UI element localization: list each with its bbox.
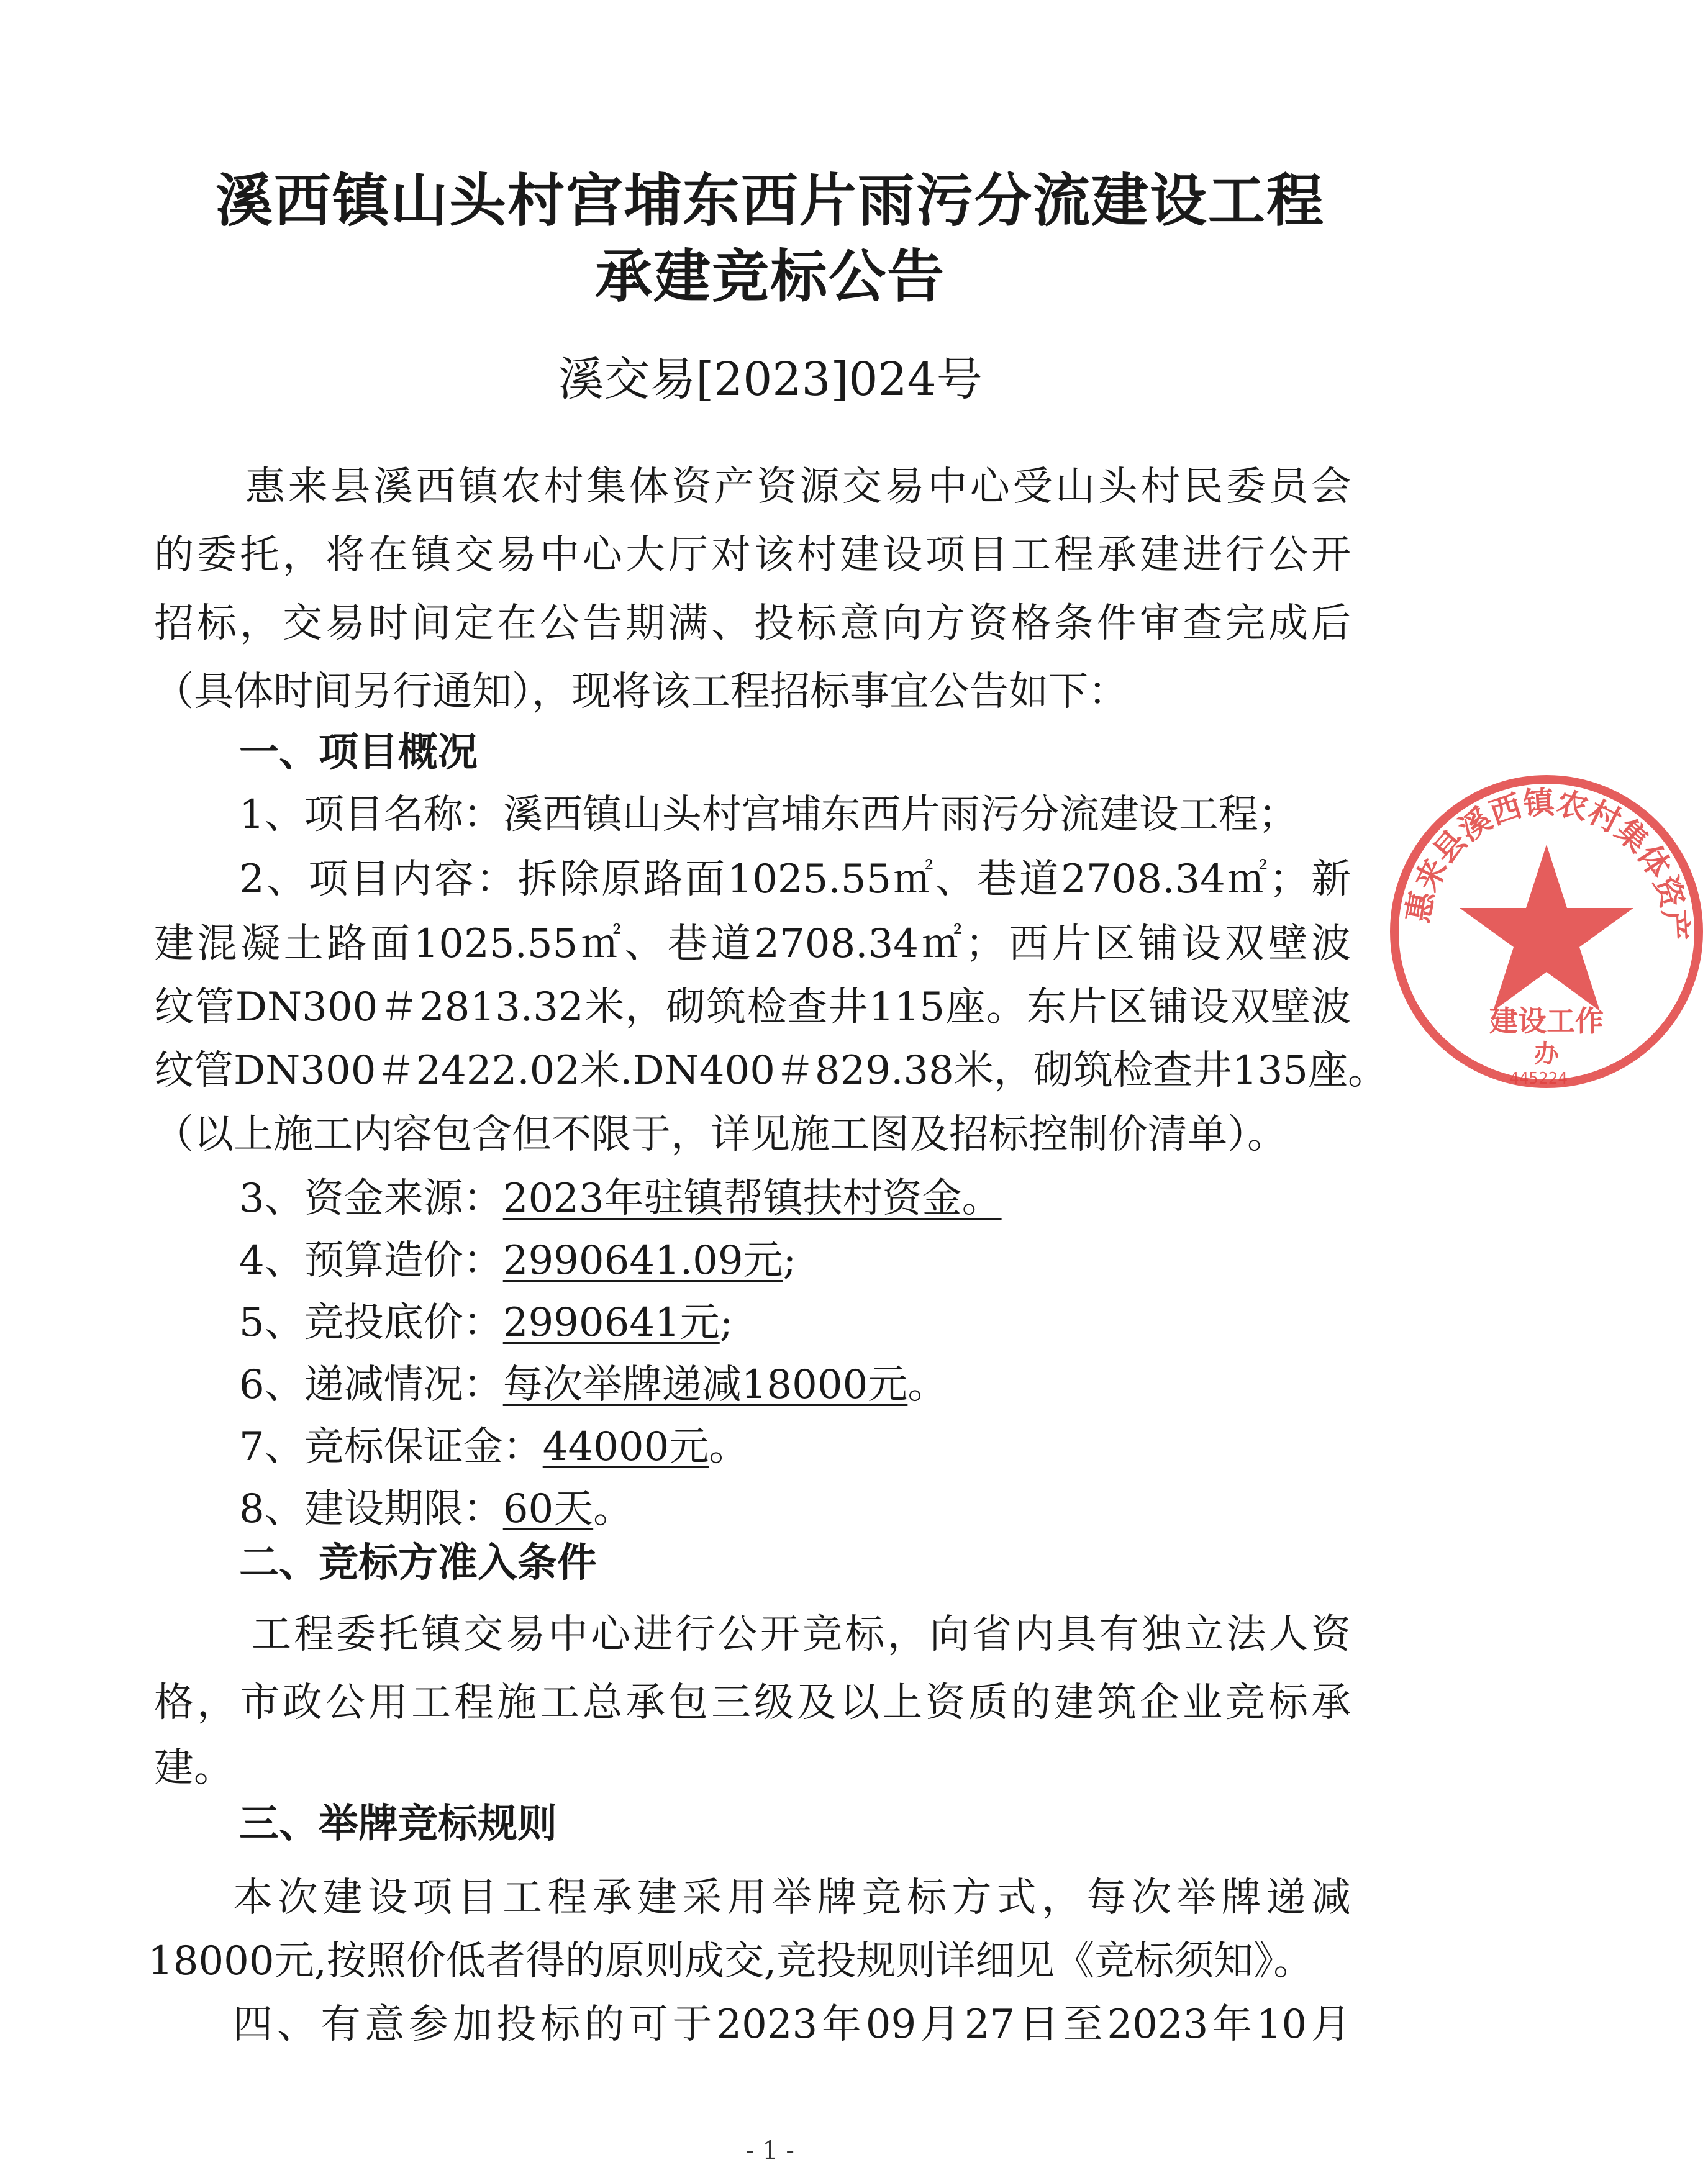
title-line-2: 承建竞标公告: [594, 243, 945, 310]
item-value: 每次举牌递减18000元: [502, 1362, 908, 1408]
deposit-item: [239, 1424, 749, 1470]
funding-source-item: [239, 1176, 1002, 1222]
section-2-line-2: 格，市政公用工程施工总承包三级及以上资质的建筑企业竞标承: [154, 1680, 1351, 1726]
project-content-line-2: 建混凝土路面1025.55㎡、巷道2708.34㎡；西片区铺设双壁波: [154, 921, 1351, 967]
item-suffix: 。: [907, 1362, 948, 1408]
item-value: 44000元: [542, 1424, 709, 1470]
official-seal-stamp: [1370, 742, 1708, 1093]
intro-line-2: 的委托，将在镇交易中心大厅对该村建设项目工程承建进行公开: [154, 532, 1351, 578]
item-suffix: ;: [783, 1238, 797, 1284]
project-name-item: 1、项目名称：溪西镇山头村宫埔东西片雨污分流建设工程；: [239, 792, 1298, 838]
seal-star-icon: [1460, 845, 1633, 1011]
seal-ring-text: 惠来县溪西镇农村集体资产资源交易中心: [1370, 742, 1694, 942]
item-value: 60天: [502, 1486, 594, 1532]
project-content-line-5: （以上施工内容包含但不限于，详见施工图及招标控制价清单）。: [154, 1112, 1287, 1158]
section-3-line-2: 18000元,按照价低者得的原则成交,竞投规则详细见《竞标须知》。: [148, 1938, 1314, 1984]
section-3-line-1: 本次建设项目工程承建采用举牌竞标方式，每次举牌递减: [233, 1875, 1351, 1921]
item-value: 2990641.09元: [502, 1238, 783, 1284]
item-label: 3、资金来源：: [239, 1176, 503, 1222]
construction-period-item: [239, 1486, 634, 1532]
page-number: - 1 -: [746, 2136, 794, 2165]
intro-line-1: 惠来县溪西镇农村集体资产资源交易中心受山头村民委员会: [245, 464, 1351, 510]
item-suffix: ;: [719, 1300, 734, 1346]
seal-bottom-text: 办: [1534, 1040, 1559, 1068]
seal-inner-text: 建设工作: [1489, 1004, 1604, 1038]
item-label: 5、竞投底价：: [239, 1300, 503, 1346]
project-content-line-3: 纹管DN300＃2813.32米，砌筑检查井115座。东片区铺设双壁波: [154, 984, 1351, 1030]
project-content-line-4: 纹管DN300＃2422.02米.DN400＃829.38米，砌筑检查井135座。: [154, 1048, 1388, 1094]
intro-line-3: 招标，交易时间定在公告期满、投标意向方资格条件审查完成后: [154, 601, 1351, 647]
title-line-1: 溪西镇山头村宫埔东西片雨污分流建设工程: [215, 168, 1325, 234]
seal-number: 445224: [1509, 1069, 1568, 1088]
item-label: 6、递减情况：: [239, 1362, 503, 1408]
item-label: 4、预算造价：: [239, 1238, 503, 1284]
intro-line-4: （具体时间另行通知），现将该工程招标事宜公告如下：: [154, 669, 1128, 715]
section-1-heading: 一、项目概况: [239, 730, 478, 776]
item-label: 8、建设期限：: [239, 1486, 503, 1532]
base-price-item: [239, 1300, 734, 1346]
document-number: 溪交易[2023]024号: [558, 353, 983, 406]
section-2-heading: 二、竞标方准入条件: [239, 1540, 597, 1586]
item-label: 7、竞标保证金：: [239, 1424, 543, 1470]
section-2-line-1: 工程委托镇交易中心进行公开竞标，向省内具有独立法人资: [252, 1612, 1351, 1658]
section-4-line-1: 四、有意参加投标的可于2023年09月27日至2023年10月: [233, 2002, 1351, 2048]
budget-cost-item: [239, 1238, 797, 1284]
item-value: 2023年驻镇帮镇扶村资金。: [502, 1176, 1002, 1222]
section-2-line-3: 建。: [154, 1745, 234, 1791]
item-suffix: 。: [593, 1486, 634, 1532]
project-content-line-1: 2、项目内容：拆除原路面1025.55㎡、巷道2708.34㎡；新: [239, 856, 1351, 902]
item-value: 2990641元: [502, 1300, 720, 1346]
section-3-heading: 三、举牌竞标规则: [239, 1801, 557, 1847]
item-suffix: 。: [709, 1424, 749, 1470]
decrement-item: [239, 1362, 948, 1408]
